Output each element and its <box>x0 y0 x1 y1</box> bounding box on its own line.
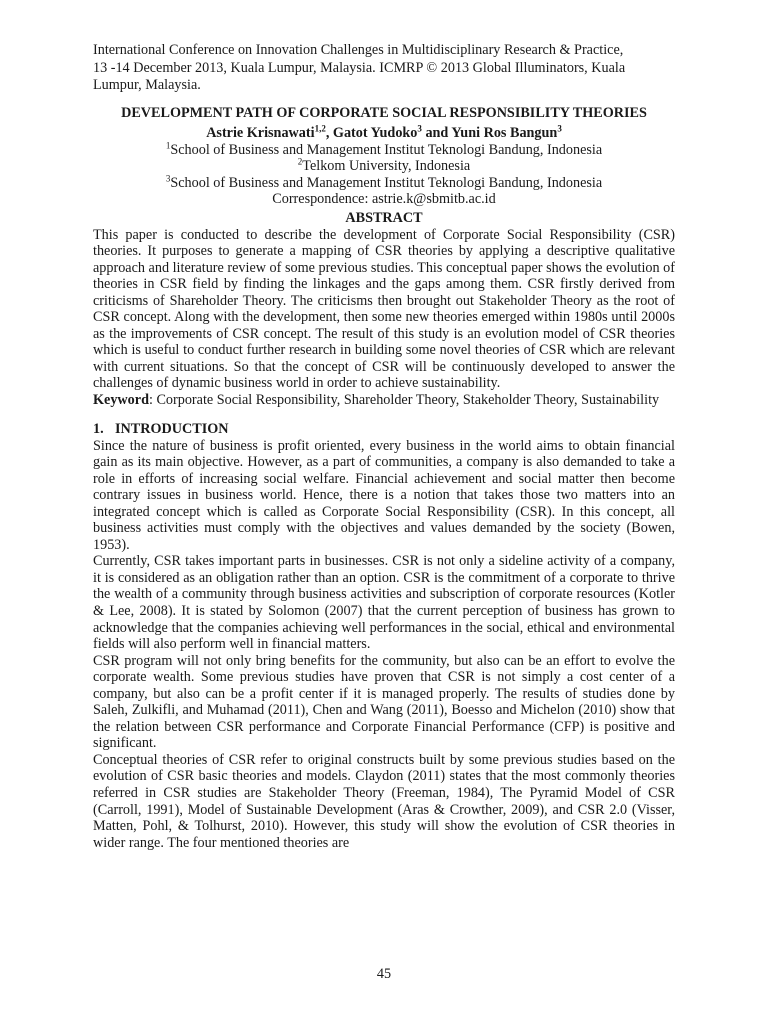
header-line-2: 13 -14 December 2013, Kuala Lumpur, Malaysia. ICMRP © 2013 Global Illuminators, Kuala <box>93 59 626 76</box>
paper-page <box>93 42 675 851</box>
author-2-superscript: 3 <box>417 122 422 133</box>
keyword-text: : Corporate Social Responsibility, Shareholder Theory, Stakeholder Theory, Sustainability <box>148 391 660 408</box>
author-1-superscript: 1,2 <box>314 122 326 133</box>
affiliation-3 <box>93 172 675 192</box>
affiliation-3-text: School of Business and Management Institut Teknologi Bandung, Indonesia <box>170 174 603 191</box>
author-3: Yuni Ros Bangun <box>451 124 558 141</box>
intro-paragraph-3: CSR program will not only bring benefits for the community, but also can be an effort to evolve the corporate wealth. Some previous studies have proven that CSR is not simply a cost center of a company, but also can be a profit center if it is managed properly. The results of studies done by Saleh, Zulkifli, and Muhamad (2011), Chen and Wang (2011), Boesso and Michelon (2010) show that the relation between CSR performance and Corporate Financial Performance (CFP) is positive and significant. <box>93 652 675 752</box>
intro-paragraph-1: Since the nature of business is profit oriented, every business in the world aims to obtain financial gain as its main objective. However, as a part of communities, a company is also demanded to take a role in efforts of increasing social welfare. Financial achievement and social matter then become contrary issues in business world. Hence, there is a notion that takes those two matters into an integrated concept which is called as Corporate Social Responsibility (CSR). In this concept, all business activities must comply with the objectives and values demanded by the society (Bowen, 1953). <box>93 437 675 553</box>
section-number: 1. <box>93 420 104 437</box>
author-3-superscript: 3 <box>557 122 562 133</box>
intro-paragraph-2: Currently, CSR takes important parts in businesses. CSR is not only a sideline activity of a company, it is considered as an obligation rather than an option. CSR is the commitment of a corporate to thrive the wealth of a community through business activities and subscription of corporate resources (Kotler & Lee, 2008). It is stated by Solomon (2007) that the current perception of business has grown to acknowledge that the companies achieving well performances in the social, ethical and environmental fields will also perform well in financial matters. <box>93 553 675 653</box>
section-title: INTRODUCTION <box>115 420 229 437</box>
header-line-1: International Conference on Innovation Challenges in Multidisciplinary Research & Practice, <box>93 42 624 58</box>
affiliation-3-superscript: 3 <box>165 172 171 183</box>
affiliation-1 <box>93 139 675 159</box>
abstract-text: This paper is conducted to describe the development of Corporate Social Responsibility (CSR) theories. It purposes to generate a mapping of CSR theories by applying a descriptive qualitative approach and literature review of some previous studies. This conceptual paper shows the evolution of theories in CSR field by finding the linkages and the gaps among them. CSR firstly derived from criticisms of Shareholder Theory. The criticisms then brought out Stakeholder Theory as the root of CSR concept. Along with the development, then some new theories emerged within 1980s until 2000s as the improvements of CSR concept. The result of this study is an evolution model of CSR theories which is useful to conduct further research in building some novel theories of CSR which are relevant with current situations. So that the concept of CSR will be continuously developed to answer the challenges of dynamic business world in order to achieve sustainability. <box>93 226 675 392</box>
author-separator-1: , <box>325 124 333 141</box>
author-separator-2: and <box>421 124 452 141</box>
author-line <box>93 122 675 142</box>
affiliation-2-text: Telkom University, Indonesia <box>302 158 471 174</box>
author-2: Gatot Yudoko <box>332 124 418 141</box>
affiliation-2-superscript: 2 <box>297 156 303 167</box>
author-1: Astrie Krisnawati <box>206 124 315 141</box>
correspondence: Correspondence: astrie.k@sbmitb.ac.id <box>272 191 496 207</box>
page-number: 45 <box>376 966 392 982</box>
section-heading-introduction <box>93 421 675 438</box>
intro-paragraph-4: Conceptual theories of CSR refer to original constructs built by some previous studies based on the evolution of CSR basic theories and models. Claydon (2011) states that the most commonly theories referred in CSR studies are Stakeholder Theory (Freeman, 1984), The Pyramid Model of CSR (Carroll, 1991), Model of Sustainable Development (Aras & Crowther, 2009), and CSR 2.0 (Visser, Matten, Pohl, & Tolhurst, 2010). However, this study will show the evolution of CSR theories in wider range. The four mentioned theories are <box>93 751 675 851</box>
affiliation-1-superscript: 1 <box>165 139 171 150</box>
paper-title: DEVELOPMENT PATH OF CORPORATE SOCIAL RESPONSIBILITY THEORIES <box>121 104 647 121</box>
keyword-label: Keyword <box>93 391 149 408</box>
affiliation-1-text: School of Business and Management Institut Teknologi Bandung, Indonesia <box>170 141 603 158</box>
keywords <box>93 392 675 409</box>
conference-header <box>93 42 675 95</box>
affiliation-2 <box>93 158 675 175</box>
abstract-heading: ABSTRACT <box>345 209 423 226</box>
header-line-3: Lumpur, Malaysia. <box>93 77 201 93</box>
